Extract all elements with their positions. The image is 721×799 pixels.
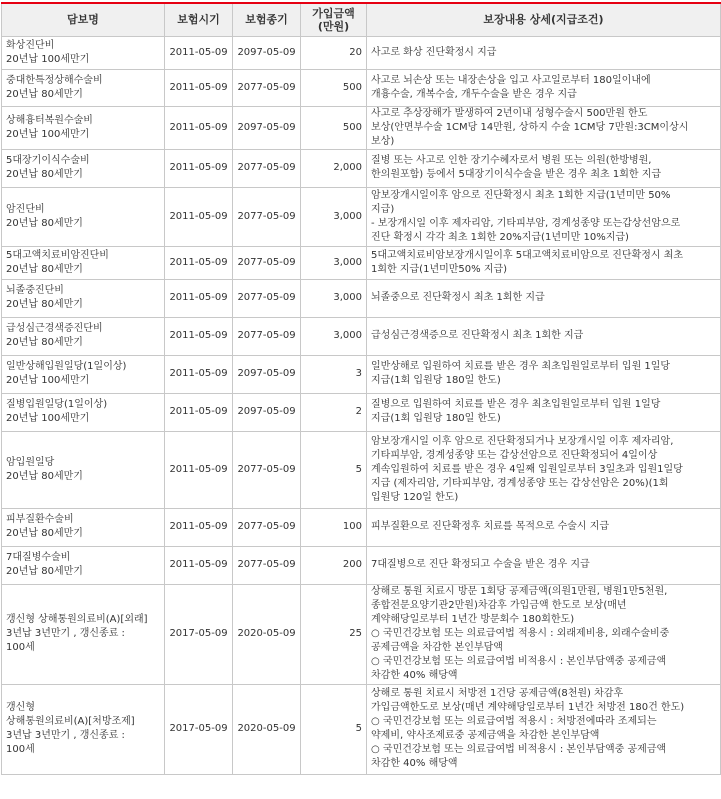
detail-line: 사고로 뇌손상 또는 내장손상을 입고 사고일로부터 180일이내에 — [371, 74, 651, 86]
detail-line: 약제비, 약사조제료중 공제금액을 차감한 본인부담액 — [371, 730, 600, 741]
header-start: 보험시기 — [165, 3, 233, 36]
detail-line: 상해로 통원 치료시 처방전 1건당 공제금액(8천원) 차감후 — [371, 688, 624, 699]
detail-line: 질병으로 입원하여 치료를 받은 경우 최초입원일로부터 입원 1일당 — [371, 399, 661, 410]
detail-line: 공제금액을 차감한 본인부담액 — [371, 642, 503, 653]
coverage-table — [1, 2, 721, 775]
coverage-name-cell — [2, 508, 165, 546]
start-date-cell: 2011-05-09 — [165, 36, 233, 69]
header-row — [2, 3, 721, 36]
amount-cell: 3,000 — [301, 187, 367, 246]
amount-cell: 3 — [301, 355, 367, 393]
detail-line: 1회한 지급(1년미만50% 지급) — [371, 263, 508, 275]
detail-line: 가입금액한도로 보상(매년 계약해당일로부터 1년간 처방전 180건 한도) — [371, 702, 685, 713]
amount-cell: 500 — [301, 106, 367, 149]
end-date-cell: 2077-05-09 — [233, 246, 301, 279]
coverage-term: 20년납 80세만기 — [6, 528, 83, 539]
coverage-table-header — [2, 3, 721, 36]
coverage-name: 5대장기이식수술비 — [6, 155, 90, 166]
coverage-name-cell — [2, 684, 165, 774]
amount-cell: 5 — [301, 684, 367, 774]
coverage-name-cell — [2, 36, 165, 69]
start-date-cell: 2011-05-09 — [165, 279, 233, 317]
detail-line: 한의원포함) 등에서 5대장기이식수술을 받은 경우 최초 1회한 지급 — [371, 169, 662, 180]
end-date-cell: 2097-05-09 — [233, 355, 301, 393]
table-row — [2, 393, 721, 431]
detail-line: 보상) — [371, 135, 395, 147]
coverage-term: 20년납 100세만기 — [6, 128, 90, 140]
end-date-cell: 2077-05-09 — [233, 508, 301, 546]
table-row — [2, 69, 721, 106]
detail-line: 종합전문요양기관2만원)차감후 가입금액 한도로 보상(매년 — [371, 600, 627, 611]
amount-cell: 2 — [301, 393, 367, 431]
detail-line: 암보장개시일 이후 암으로 진단확정되거나 보장개시일 이후 제자리암, — [371, 435, 674, 447]
coverage-name-cell — [2, 317, 165, 355]
detail-line: 질병 또는 사고로 인한 장기수혜자로서 병원 또는 의원(한방병원, — [371, 155, 652, 166]
coverage-name-cell — [2, 106, 165, 149]
detail-line: ○ 국민건강보험 또는 의료급여법 적용시 : 처방전에따라 조제되는 — [371, 716, 657, 727]
table-row — [2, 584, 721, 684]
coverage-detail-cell — [367, 584, 721, 684]
start-date-cell: 2017-05-09 — [165, 584, 233, 684]
amount-cell: 5 — [301, 431, 367, 508]
coverage-detail-cell — [367, 106, 721, 149]
coverage-name: 암진단비 — [6, 203, 45, 215]
coverage-detail-cell — [367, 187, 721, 246]
amount-cell: 200 — [301, 546, 367, 584]
start-date-cell: 2011-05-09 — [165, 187, 233, 246]
coverage-term: 20년납 80세만기 — [6, 217, 83, 229]
detail-line: ○ 국민건강보험 또는 의료급여법 비적용시 : 본인부담액중 공제금액 — [371, 656, 667, 667]
detail-line: 사고로 추상장해가 발생하여 2년이내 성형수술시 500만원 한도 — [371, 107, 648, 119]
detail-line: 암보장개시일이후 암으로 진단확정시 최초 1회한 지급(1년미만 50% — [371, 189, 671, 201]
table-row — [2, 36, 721, 69]
coverage-term: 상해통원의료비(A)[처방조제] — [6, 716, 135, 727]
detail-line: 기타피부암, 경계성종양 또는 갑상선암으로 진단확정되어 4일이상 — [371, 449, 658, 461]
amount-cell: 3,000 — [301, 279, 367, 317]
coverage-name: 갱신형 — [6, 702, 35, 713]
coverage-name: 급성심근경색증진단비 — [6, 323, 103, 334]
detail-line: 보상(안면부수술 1CM당 14만원, 상하지 수술 1CM당 7만원:3CM이상시 — [371, 121, 689, 133]
detail-line: 일반상해로 입원하여 치료를 받은 경우 최초입원일로부터 입원 1일당 — [371, 361, 671, 372]
detail-line: 지급(1회 입원당 180일 한도) — [371, 413, 501, 424]
coverage-term: 20년납 80세만기 — [6, 337, 83, 348]
table-row — [2, 508, 721, 546]
end-date-cell: 2077-05-09 — [233, 187, 301, 246]
coverage-name-cell — [2, 355, 165, 393]
table-row — [2, 149, 721, 187]
detail-line: 개흉수술, 개복수술, 개두수술을 받은 경우 지급 — [371, 88, 577, 100]
coverage-detail-cell — [367, 317, 721, 355]
detail-line: ○ 국민건강보험 또는 의료급여법 비적용시 : 본인부담액중 공제금액 — [371, 744, 667, 755]
coverage-term: 20년납 100세만기 — [6, 413, 90, 424]
header-amount-line2: (만원) — [317, 19, 350, 33]
table-row — [2, 684, 721, 774]
amount-cell: 3,000 — [301, 246, 367, 279]
amount-cell: 500 — [301, 69, 367, 106]
detail-line: 입원당 120일 한도) — [371, 491, 459, 503]
detail-line: 7대질병으로 진단 확정되고 수술을 받은 경우 지급 — [371, 559, 590, 570]
start-date-cell: 2011-05-09 — [165, 546, 233, 584]
coverage-detail-cell — [367, 508, 721, 546]
start-date-cell: 2011-05-09 — [165, 393, 233, 431]
coverage-name: 갱신형 상해통원의료비(A)[외래] — [6, 614, 148, 625]
table-row — [2, 317, 721, 355]
detail-line: 지급) — [371, 203, 395, 215]
start-date-cell: 2011-05-09 — [165, 508, 233, 546]
end-date-cell: 2097-05-09 — [233, 106, 301, 149]
header-name: 담보명 — [2, 3, 165, 36]
coverage-term: 3년납 3년만기 , 갱신종료 : — [6, 628, 125, 639]
start-date-cell: 2017-05-09 — [165, 684, 233, 774]
coverage-name-cell — [2, 546, 165, 584]
amount-cell: 2,000 — [301, 149, 367, 187]
end-date-cell: 2020-05-09 — [233, 684, 301, 774]
coverage-term: 20년납 100세만기 — [6, 53, 90, 65]
coverage-name: 중대한특정상해수술비 — [6, 74, 103, 86]
end-date-cell: 2077-05-09 — [233, 149, 301, 187]
end-date-cell: 2077-05-09 — [233, 317, 301, 355]
start-date-cell: 2011-05-09 — [165, 355, 233, 393]
detail-line: 사고로 화상 진단확정시 지급 — [371, 46, 497, 58]
coverage-name: 질병입원일당(1일이상) — [6, 399, 108, 410]
end-date-cell: 2020-05-09 — [233, 584, 301, 684]
detail-line: 급성심근경색증으로 진단확정시 최초 1회한 지급 — [371, 330, 584, 341]
coverage-term: 20년납 80세만기 — [6, 566, 83, 577]
coverage-table-body — [2, 36, 721, 774]
coverage-term: 3년납 3년만기 , 갱신종료 : — [6, 730, 125, 741]
coverage-name-cell — [2, 431, 165, 508]
table-row — [2, 279, 721, 317]
detail-line: 계속입원하여 치료를 받은 경우 4일째 입원일로부터 3일초과 입원1일당 — [371, 463, 683, 475]
coverage-name: 피부질환수술비 — [6, 514, 74, 525]
start-date-cell: 2011-05-09 — [165, 317, 233, 355]
detail-line: 차감한 40% 해당액 — [371, 758, 458, 769]
coverage-detail-cell — [367, 393, 721, 431]
detail-line: ○ 국민건강보험 또는 의료급여법 적용시 : 외래제비용, 외래수술비중 — [371, 628, 670, 639]
header-end: 보험종기 — [233, 3, 301, 36]
end-date-cell: 2077-05-09 — [233, 279, 301, 317]
start-date-cell: 2011-05-09 — [165, 149, 233, 187]
coverage-name-cell — [2, 149, 165, 187]
start-date-cell: 2011-05-09 — [165, 69, 233, 106]
table-row — [2, 187, 721, 246]
coverage-detail-cell — [367, 149, 721, 187]
coverage-detail-cell — [367, 69, 721, 106]
coverage-name-cell — [2, 69, 165, 106]
detail-line: 지급 (제자리암, 기타피부암, 경계성종양 또는 갑상선암은 20%)(1회 — [371, 477, 669, 489]
coverage-detail-cell — [367, 684, 721, 774]
table-row — [2, 431, 721, 508]
amount-cell: 25 — [301, 584, 367, 684]
coverage-detail-cell — [367, 546, 721, 584]
table-row — [2, 246, 721, 279]
coverage-name: 5대고액치료비암진단비 — [6, 249, 109, 261]
detail-line: 상해로 통원 치료시 방문 1회당 공제금액(의원1만원, 병원1만5천원, — [371, 586, 668, 597]
coverage-name: 화상진단비 — [6, 39, 55, 51]
amount-cell: 3,000 — [301, 317, 367, 355]
end-date-cell: 2097-05-09 — [233, 393, 301, 431]
coverage-detail-cell — [367, 431, 721, 508]
detail-line: 계약해당일로부터 1년간 방문회수 180회한도) — [371, 614, 575, 625]
coverage-name: 일반상해입원일당(1일이상) — [6, 361, 127, 372]
coverage-term: 20년납 80세만기 — [6, 88, 83, 100]
start-date-cell: 2011-05-09 — [165, 431, 233, 508]
coverage-name-cell — [2, 246, 165, 279]
coverage-detail-cell — [367, 279, 721, 317]
detail-line: 뇌졸중으로 진단확정시 최초 1회한 지급 — [371, 292, 545, 303]
header-amount-line1: 가입금액 — [312, 6, 355, 20]
header-amount — [301, 3, 367, 36]
table-row — [2, 355, 721, 393]
amount-cell: 100 — [301, 508, 367, 546]
end-date-cell: 2097-05-09 — [233, 36, 301, 69]
coverage-detail-cell — [367, 246, 721, 279]
coverage-term: 20년납 80세만기 — [6, 169, 83, 180]
coverage-term: 20년납 80세만기 — [6, 299, 83, 310]
start-date-cell: 2011-05-09 — [165, 106, 233, 149]
table-row — [2, 106, 721, 149]
end-date-cell: 2077-05-09 — [233, 431, 301, 508]
start-date-cell: 2011-05-09 — [165, 246, 233, 279]
coverage-term: 100세 — [6, 642, 35, 653]
coverage-term: 20년납 100세만기 — [6, 375, 90, 386]
coverage-name-cell — [2, 393, 165, 431]
detail-line: - 보장개시일 이후 제자리암, 기타피부암, 경계성종양 또는갑상선암으로 — [371, 217, 681, 229]
detail-line: 진단 확정시 각각 최초 1회한 20%지급(1년미만 10%지급) — [371, 231, 629, 243]
coverage-name-cell — [2, 279, 165, 317]
coverage-detail-cell — [367, 355, 721, 393]
coverage-term: 20년납 80세만기 — [6, 263, 83, 275]
table-row — [2, 546, 721, 584]
detail-line: 지급(1회 입원당 180일 한도) — [371, 375, 501, 386]
coverage-name: 뇌졸중진단비 — [6, 285, 64, 296]
end-date-cell: 2077-05-09 — [233, 69, 301, 106]
coverage-name: 상해흉터복원수술비 — [6, 114, 93, 126]
coverage-term: 20년납 80세만기 — [6, 470, 83, 482]
coverage-name: 7대질병수술비 — [6, 552, 71, 563]
detail-line: 차감한 40% 해당액 — [371, 670, 458, 681]
detail-line: 피부질환으로 진단확정후 치료를 목적으로 수술시 지급 — [371, 521, 610, 532]
detail-line: 5대고액치료비암보장개시일이후 5대고액치료비암으로 진단확정시 최초 — [371, 249, 684, 261]
header-detail: 보장내용 상세(지급조건) — [367, 3, 721, 36]
end-date-cell: 2077-05-09 — [233, 546, 301, 584]
coverage-name-cell — [2, 584, 165, 684]
coverage-term: 100세 — [6, 744, 35, 755]
coverage-name-cell — [2, 187, 165, 246]
coverage-detail-cell — [367, 36, 721, 69]
coverage-name: 암입원일당 — [6, 456, 55, 468]
amount-cell: 20 — [301, 36, 367, 69]
